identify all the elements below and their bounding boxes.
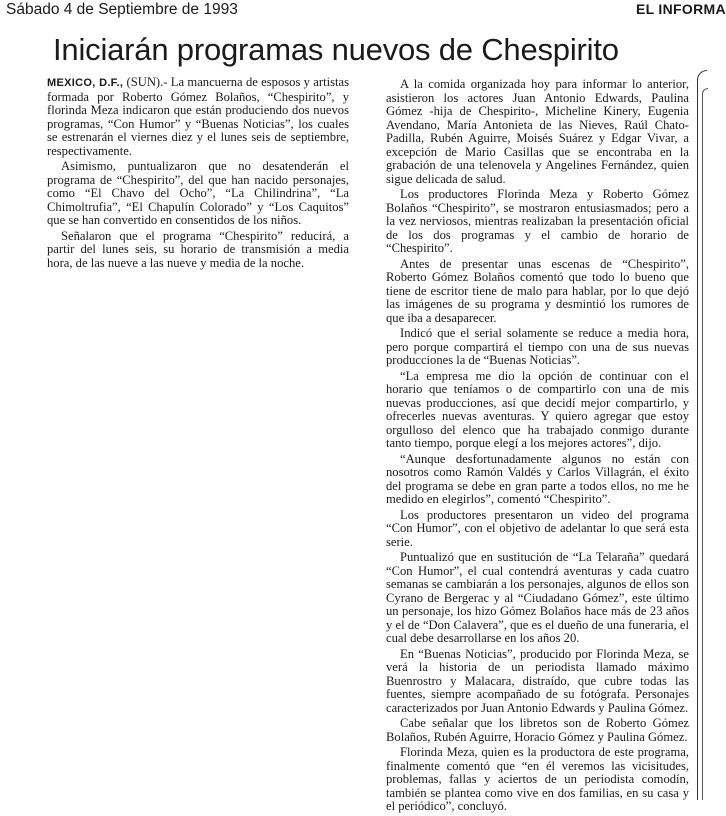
article-paragraph: Asimismo, puntualizaron que no desatenderán el programa de “Chespirito”, del que han nacido personajes, como “El Chavo del Ocho”, “La Chilindrina”, “La Chimoltrufia”, “El Chapulín Colorado” y “Los Caquitos” que se han convertido en consentidos de los niños. bbox=[47, 159, 349, 227]
article-paragraph: Señalaron que el programa “Chespirito” reducirá, a partir del lunes seis, su horario de transmisión a media hora, de las nueve a las nueve y media de la noche. bbox=[47, 228, 349, 270]
article-right-column bbox=[386, 78, 689, 816]
article-paragraph bbox=[47, 76, 349, 158]
publication-date: Sábado 4 de Septiembre de 1993 bbox=[6, 1, 238, 18]
article-paragraph: En “Buenas Noticias”, producido por Florinda Meza, se verá la historia de un periodista llamado máximo Buenrostro y Malacara, distraído, que cubre todas las fuentes, siempre acompañado de su fotógrafa. Personajes caracterizados por Juan Antonio Edwards y Paulina Gómez. bbox=[386, 646, 689, 715]
adjacent-column-border-inner bbox=[702, 88, 708, 800]
article-paragraph: “Aunque desfortunadamente algunos no están con nosotros como Ramón Valdés y Carlos Villagrán, el éxito del programa se debe en gran parte a todos ellos, no me he medido en elegirlos”, comentó “Chespirito”. bbox=[386, 451, 689, 506]
article-paragraph: Los productores presentaron un video del programa “Con Humor”, con el objetivo de adelantar lo que será esta serie. bbox=[386, 507, 689, 549]
article-paragraph: A la comida organizada hoy para informar lo anterior, asistieron los actores Juan Antonio Edwards, Paulina Gómez -hija de Chespirito-, Micheline Kinery, Eugenia Avendano, María Antonieta de las Nieves, Raúl Chato-Padilla, Rubén Aguirre, Moisés Suárez y Edgar Vivar, a excepción de Mario Casillas que se encontraba en la grabación de una telenovela y Angelines Fernández, quien sigue delicada de salud. bbox=[386, 77, 689, 186]
article-paragraph-text: (SUN).- La mancuerna de esposos y artistas formada por Roberto Gómez Bolaños, “Chespirito”, y florinda Meza indicaron que están produciendo dos nuevos programas, “Con Humor” y “Buenas Noticias”, los cuales se estrenarán el viernes diez y el lunes seis de septiembre, respectivamente. bbox=[47, 75, 349, 158]
publication-name: EL INFORMA bbox=[636, 1, 726, 17]
article-paragraph: “La empresa me dio la opción de continuar con el horario que teníamos o de compartirlo con una de mis nuevas producciones, así que decidí mejor compartirlo, y ofrecerles nuevas aventuras. Y quiero agregar que estoy orgulloso del elenco que ha trabajado conmigo durante tanto tiempo, porque elegí a los mejores actores”, dijo. bbox=[386, 368, 689, 450]
article-left-column bbox=[47, 76, 349, 272]
article-headline: Iniciarán programas nuevos de Chespirito bbox=[53, 32, 619, 67]
article-paragraph: Cabe señalar que los libretos son de Roberto Gómez Bolaños, Rubén Aguirre, Horacio Gómez y Paulina Gómez. bbox=[386, 716, 689, 744]
article-paragraph: Indicó que el serial solamente se reduce a media hora, pero porque compartirá el tiempo con una de sus nuevas producciones la de “Buenas Noticias”. bbox=[386, 326, 689, 367]
article-paragraph: Antes de presentar unas escenas de “Chespirito”, Roberto Gómez Bolaños comentó que todo lo bueno que tiene de escritor tiene de malo para hablar, por lo que dejó las imágenes de su programa y desmintió los rumores de que iba a desaparecer. bbox=[386, 256, 689, 325]
article-paragraph: Los productores Florinda Meza y Roberto Gómez Bolaños “Chespirito”, se mostraron entusiasmados; pero a la vez nerviosos, mientras realizaban la presentación oficial de los dos programas y el cambio de horario de “Chespirito”. bbox=[386, 187, 689, 255]
article-paragraph: Florinda Meza, quien es la productora de este programa, finalmente comentó que “en él veremos las vicisitudes, problemas, fallas y aciertos de un periodista comodín, también se plantea como vive en dos familias, en su casa y el periódico”, concluyó. bbox=[386, 745, 689, 813]
article-paragraph: Puntualizó que en sustitución de “La Telaraña” quedará “Con Humor”, el cual contendrá aventuras y cada cuatro semanas se cambiarán a los personajes, algunos de ellos son Cyrano de Bergerac y al “Ciudadano Gómez”, este último un personaje, los hizo Gómez Bolaños hace más de 23 años y el de “Don Calavera”, que es el dueño de una funeraria, el cual debe desarrollarse en los años 20. bbox=[386, 550, 689, 645]
article-dateline: MEXICO, D.F., bbox=[47, 77, 124, 89]
